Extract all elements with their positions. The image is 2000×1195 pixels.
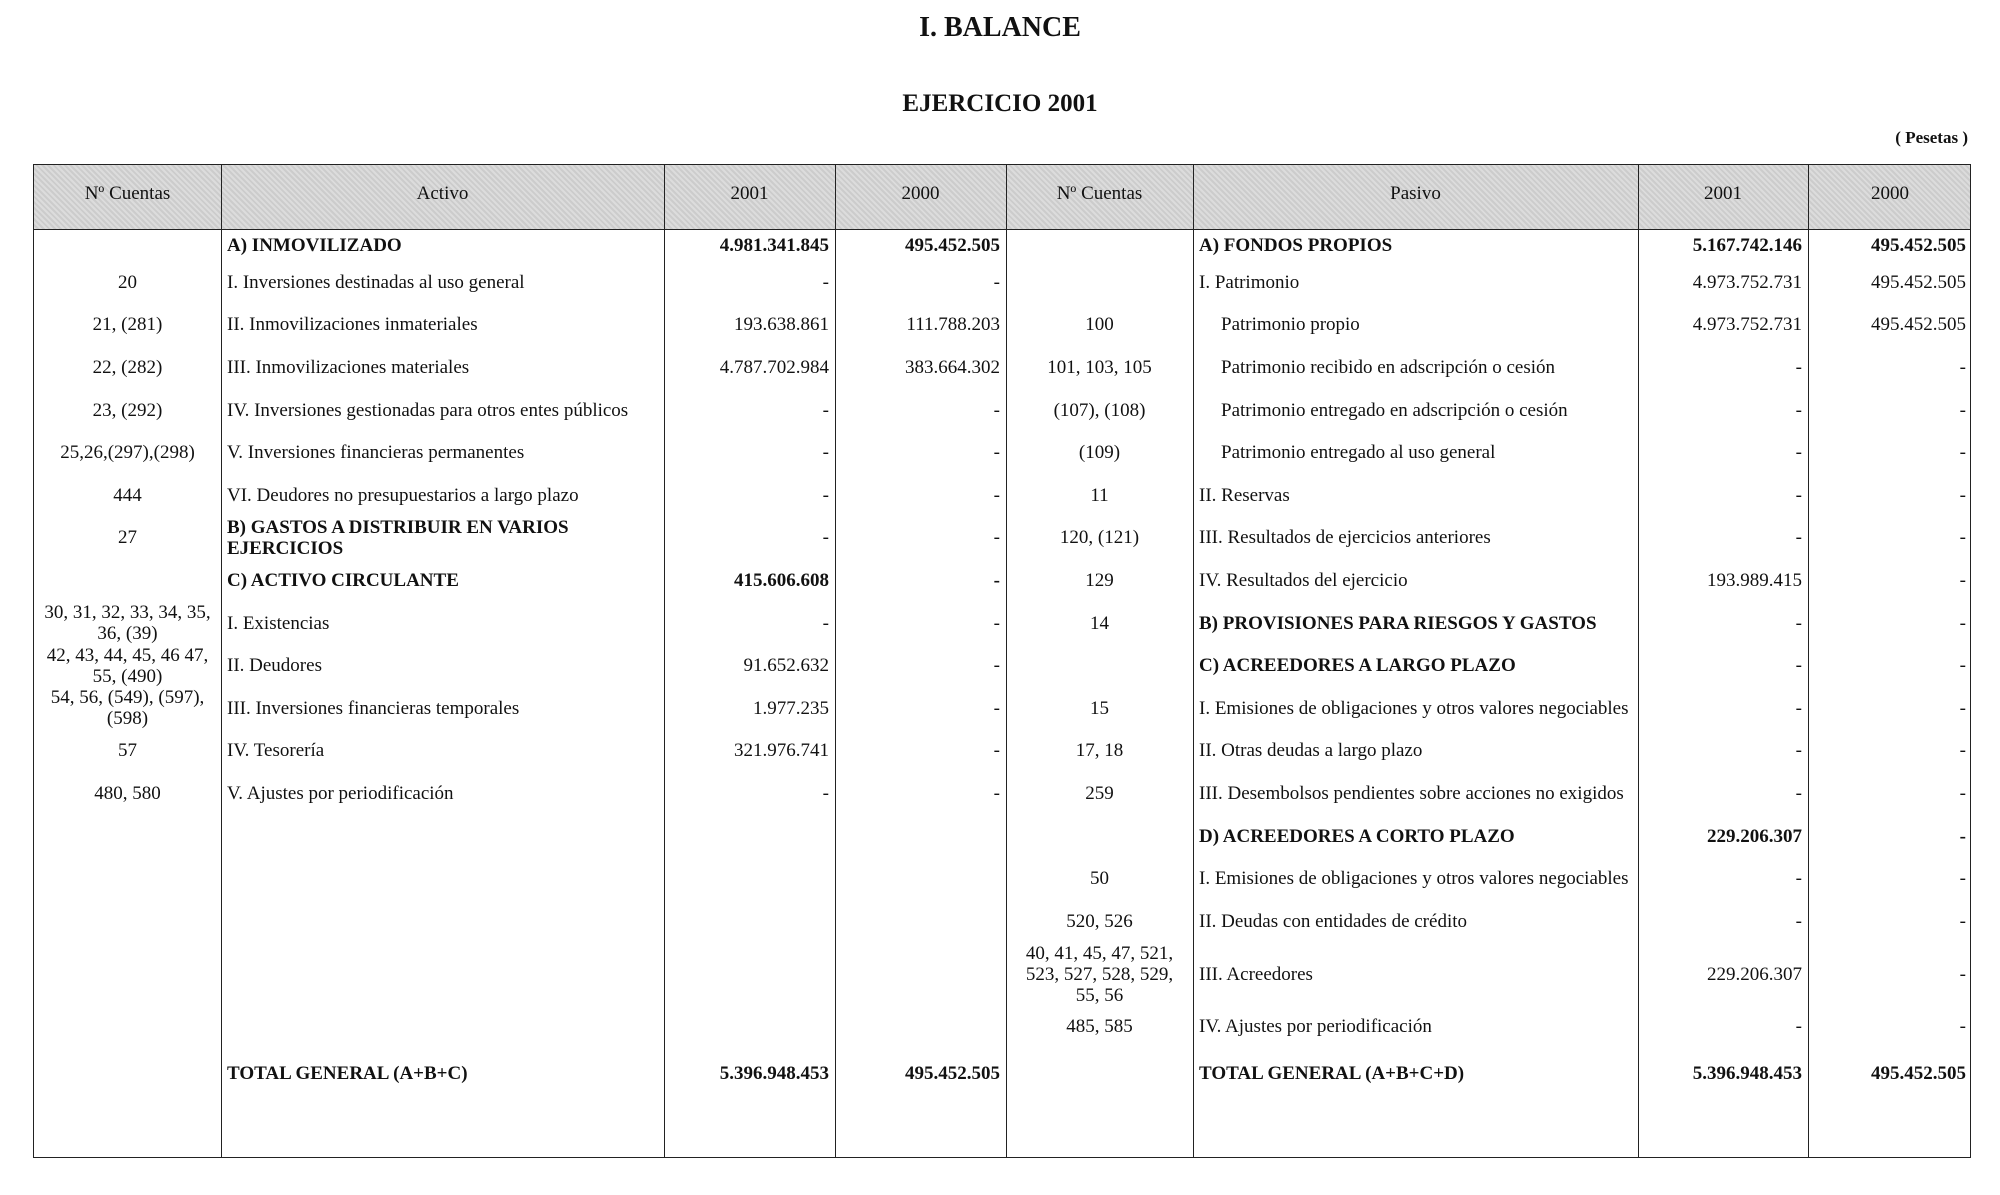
table-row [34,943,1972,1006]
pasivo-cuentas-cell: (109) [1078,442,1121,464]
activo-label-cell: IV. Tesorería [227,740,325,762]
table-row [34,261,1972,304]
column-divider [1638,165,1639,1157]
pasivo-2000-cell: - [1959,963,1966,985]
activo-label-cell: II. Deudores [227,655,322,677]
table-row [34,229,1972,261]
pasivo-2000-cell: - [1959,655,1966,677]
activo-2000-cell: 495.452.505 [905,234,1000,256]
column-divider [1006,165,1007,1157]
pasivo-2001-cell: 229.206.307 [1707,963,1802,985]
pasivo-cuentas-cell: 485, 585 [1066,1016,1133,1038]
activo-cuentas-cell: 444 [113,484,142,506]
activo-label-cell: TOTAL GENERAL (A+B+C) [227,1062,468,1084]
pasivo-label-cell: II. Reservas [1199,484,1290,506]
activo-2001-cell: - [822,527,829,549]
activo-2000-cell: - [993,271,1000,293]
activo-cuentas-cell: 25,26,(297),(298) [60,442,195,464]
pasivo-cuentas-cell: 100 [1085,314,1114,336]
header-cuentas-pasivo: Nº Cuentas [1056,183,1143,204]
pasivo-cuentas-cell: 129 [1085,569,1114,591]
pasivo-2001-cell: - [1795,1016,1802,1038]
activo-label-cell: VI. Deudores no presupuestarios a largo plazo [227,484,579,506]
pasivo-label-cell: TOTAL GENERAL (A+B+C+D) [1199,1062,1465,1084]
activo-2000-cell: - [993,740,1000,762]
activo-2000-cell: 383.664.302 [905,356,1000,378]
pasivo-label-cell: III. Resultados de ejercicios anteriores [1199,527,1491,549]
activo-2000-cell: - [993,399,1000,421]
table-row [34,1006,1972,1049]
activo-2001-cell: 4.787.702.984 [719,356,829,378]
activo-label-cell: B) GASTOS A DISTRIBUIR EN VARIOS EJERCICIOS [227,516,569,559]
activo-2001-cell [664,1006,835,1049]
currency-unit: ( Pesetas ) [1895,128,1968,147]
activo-2000-cell: - [993,569,1000,591]
activo-label-cell: A) INMOVILIZADO [227,234,402,256]
activo-2000-cell [835,900,1006,943]
pasivo-cuentas-cell: 17, 18 [1075,740,1124,762]
pasivo-label-cell: II. Deudas con entidades de crédito [1199,910,1468,932]
pasivo-2000-cell: - [1959,825,1966,847]
pasivo-2001-cell: - [1795,740,1802,762]
pasivo-cuentas-cell [1006,815,1193,858]
activo-cuentas-cell [34,943,221,1006]
activo-2000-cell: - [993,442,1000,464]
activo-2000-cell: - [993,655,1000,677]
activo-label-cell: III. Inversiones financieras temporales [227,697,520,719]
header-activo-2001: 2001 [730,183,769,204]
pasivo-2000-cell: - [1959,1016,1966,1038]
header-cuentas-activo: Nº Cuentas [84,183,171,204]
activo-2001-cell [664,815,835,858]
pasivo-cuentas-cell: (107), (108) [1053,399,1146,421]
table-row [34,517,1972,560]
report-title: I. BALANCE [919,12,1081,43]
pasivo-2001-cell: - [1795,442,1802,464]
pasivo-cuentas-cell: 40, 41, 45, 47, 521, 523, 527, 528, 529, 55, 56 [1025,942,1174,1006]
activo-2000-cell [835,943,1006,1006]
pasivo-label-cell: I. Emisiones de obligaciones y otros valores negociables [1199,868,1629,890]
table-row [34,772,1972,815]
activo-label-cell: IV. Inversiones gestionadas para otros entes públicos [227,399,629,421]
activo-2001-cell: 415.606.608 [734,569,829,591]
pasivo-2000-cell: - [1959,569,1966,591]
pasivo-2001-cell: 4.973.752.731 [1692,271,1802,293]
pasivo-2000-cell: - [1959,612,1966,634]
pasivo-label-cell: II. Otras deudas a largo plazo [1199,740,1423,762]
activo-2001-cell: - [822,271,829,293]
activo-2001-cell: 4.981.341.845 [719,234,829,256]
activo-cuentas-cell: 27 [118,527,137,549]
activo-label-cell [221,815,664,858]
activo-2001-cell: 91.652.632 [743,655,829,677]
table-row [34,559,1972,602]
activo-2001-cell: 5.396.948.453 [719,1062,829,1084]
table-row [34,730,1972,773]
activo-cuentas-cell [34,900,221,943]
activo-cuentas-cell: 21, (281) [92,314,163,336]
activo-2000-cell: 495.452.505 [905,1062,1000,1084]
activo-2001-cell [664,900,835,943]
pasivo-2001-cell: - [1795,868,1802,890]
activo-label-cell: C) ACTIVO CIRCULANTE [227,569,459,591]
activo-cuentas-cell [34,1048,221,1098]
activo-label-cell: III. Inmovilizaciones materiales [227,356,470,378]
pasivo-2001-cell: 193.989.415 [1707,569,1802,591]
activo-label-cell [221,943,664,1006]
table-row [34,857,1972,900]
pasivo-2001-cell: 5.167.742.146 [1692,234,1802,256]
pasivo-label-cell: Patrimonio entregado en adscripción o cesión [1221,399,1568,421]
activo-2000-cell [835,1006,1006,1049]
pasivo-cuentas-cell: 11 [1090,484,1109,506]
activo-2001-cell: - [822,484,829,506]
activo-2000-cell: - [993,697,1000,719]
pasivo-cuentas-cell [1006,229,1193,261]
pasivo-cuentas-cell: 120, (121) [1059,527,1140,549]
activo-2000-cell: - [993,484,1000,506]
activo-cuentas-cell [34,815,221,858]
activo-2001-cell: - [822,612,829,634]
activo-2000-cell: - [993,612,1000,634]
pasivo-2000-cell: - [1959,442,1966,464]
column-divider [835,165,836,1157]
pasivo-2001-cell: - [1795,399,1802,421]
table-row [34,1048,1972,1098]
pasivo-label-cell: D) ACREEDORES A CORTO PLAZO [1199,825,1515,847]
table-row [34,346,1972,389]
header-activo-2000: 2000 [901,183,940,204]
pasivo-2001-cell: - [1795,612,1802,634]
pasivo-label-cell: IV. Resultados del ejercicio [1199,569,1408,591]
pasivo-label-cell: Patrimonio recibido en adscripción o cesión [1221,356,1555,378]
pasivo-2001-cell: - [1795,356,1802,378]
pasivo-cuentas-cell [1006,261,1193,304]
activo-label-cell [221,857,664,900]
pasivo-2000-cell: - [1959,910,1966,932]
pasivo-label-cell: I. Patrimonio [1199,271,1300,293]
table-row [34,900,1972,943]
report-subtitle: EJERCICIO 2001 [902,90,1098,117]
pasivo-2001-cell: 229.206.307 [1707,825,1802,847]
pasivo-2000-cell: 495.452.505 [1871,314,1966,336]
pasivo-label-cell: III. Desembolsos pendientes sobre acciones no exigidos [1199,782,1624,804]
activo-label-cell: II. Inmovilizaciones inmateriales [227,314,478,336]
activo-cuentas-cell [34,857,221,900]
table-row [34,304,1972,347]
activo-2000-cell [835,815,1006,858]
activo-2001-cell: - [822,442,829,464]
pasivo-2000-cell: - [1959,697,1966,719]
pasivo-label-cell: C) ACREEDORES A LARGO PLAZO [1199,655,1516,677]
activo-cuentas-cell: 54, 56, (549), (597), (598) [50,687,205,730]
activo-2001-cell: - [822,782,829,804]
pasivo-cuentas-cell: 50 [1090,868,1109,890]
column-divider [1193,165,1194,1157]
activo-2000-cell: - [993,782,1000,804]
pasivo-label-cell: III. Acreedores [1199,963,1313,985]
pasivo-2000-cell: - [1959,484,1966,506]
pasivo-2000-cell: - [1959,868,1966,890]
pasivo-label-cell: IV. Ajustes por periodificación [1199,1016,1432,1038]
activo-cuentas-cell: 20 [118,271,137,293]
activo-cuentas-cell [34,559,221,602]
pasivo-cuentas-cell: 259 [1085,782,1114,804]
activo-2001-cell: 193.638.861 [734,314,829,336]
activo-2001-cell [664,857,835,900]
activo-cuentas-cell [34,1006,221,1049]
column-divider [1808,165,1809,1157]
pasivo-2000-cell: - [1959,527,1966,549]
pasivo-2001-cell: - [1795,910,1802,932]
pasivo-label-cell: B) PROVISIONES PARA RIESGOS Y GASTOS [1199,612,1597,634]
activo-2001-cell: 1.977.235 [753,697,829,719]
table-row [34,474,1972,517]
pasivo-cuentas-cell [1006,1048,1193,1098]
activo-2000-cell: 111.788.203 [906,314,1000,336]
pasivo-cuentas-cell [1006,644,1193,687]
balance-rows [34,229,1972,1098]
pasivo-2001-cell: - [1795,484,1802,506]
table-row [34,815,1972,858]
pasivo-2000-cell: - [1959,356,1966,378]
pasivo-2001-cell: - [1795,697,1802,719]
activo-label-cell [221,1006,664,1049]
table-row [34,389,1972,432]
activo-label-cell [221,900,664,943]
activo-cuentas-cell [34,229,221,261]
pasivo-2000-cell: 495.452.505 [1871,234,1966,256]
pasivo-2001-cell: - [1795,655,1802,677]
activo-cuentas-cell: 23, (292) [92,399,163,421]
table-row [34,644,1972,687]
pasivo-2000-cell: - [1959,740,1966,762]
pasivo-label-cell: I. Emisiones de obligaciones y otros valores negociables [1199,697,1629,719]
pasivo-2000-cell: - [1959,782,1966,804]
activo-cuentas-cell: 480, 580 [94,782,161,804]
pasivo-cuentas-cell: 14 [1090,612,1109,634]
pasivo-2000-cell: 495.452.505 [1871,271,1966,293]
pasivo-2001-cell: 5.396.948.453 [1692,1062,1802,1084]
pasivo-2001-cell: - [1795,782,1802,804]
pasivo-label-cell: Patrimonio entregado al uso general [1221,442,1496,464]
pasivo-label-cell: A) FONDOS PROPIOS [1199,234,1393,256]
table-row [34,431,1972,474]
activo-label-cell: V. Inversiones financieras permanentes [227,442,525,464]
activo-2001-cell [664,943,835,1006]
activo-cuentas-cell: 57 [118,740,137,762]
header-activo: Activo [416,183,469,204]
pasivo-label-cell: Patrimonio propio [1221,314,1360,336]
activo-2000-cell: - [993,527,1000,549]
header-pasivo-2000: 2000 [1871,183,1909,204]
pasivo-cuentas-cell: 520, 526 [1066,910,1133,932]
pasivo-2001-cell: 4.973.752.731 [1692,314,1802,336]
activo-cuentas-cell: 30, 31, 32, 33, 34, 35, 36, (39) [44,602,211,645]
activo-2001-cell: 321.976.741 [734,740,829,762]
table-row [34,602,1972,645]
activo-label-cell: I. Inversiones destinadas al uso general [227,271,525,293]
activo-2001-cell: - [822,399,829,421]
activo-cuentas-cell: 42, 43, 44, 45, 46 47, 55, (490) [46,644,209,687]
header-pasivo: Pasivo [1390,183,1441,204]
activo-cuentas-cell: 22, (282) [92,356,163,378]
pasivo-2001-cell: - [1795,527,1802,549]
column-divider [664,165,665,1157]
pasivo-2000-cell: - [1959,399,1966,421]
pasivo-cuentas-cell: 15 [1090,697,1109,719]
activo-label-cell: V. Ajustes por periodificación [227,782,454,804]
pasivo-cuentas-cell: 101, 103, 105 [1047,356,1152,378]
balance-sheet-table [33,164,1971,1158]
activo-label-cell: I. Existencias [227,612,330,634]
header-pasivo-2001: 2001 [1704,183,1742,204]
column-divider [221,165,222,1157]
pasivo-2000-cell: 495.452.505 [1871,1062,1966,1084]
table-header [34,165,1970,230]
activo-2000-cell [835,857,1006,900]
table-row [34,687,1972,730]
